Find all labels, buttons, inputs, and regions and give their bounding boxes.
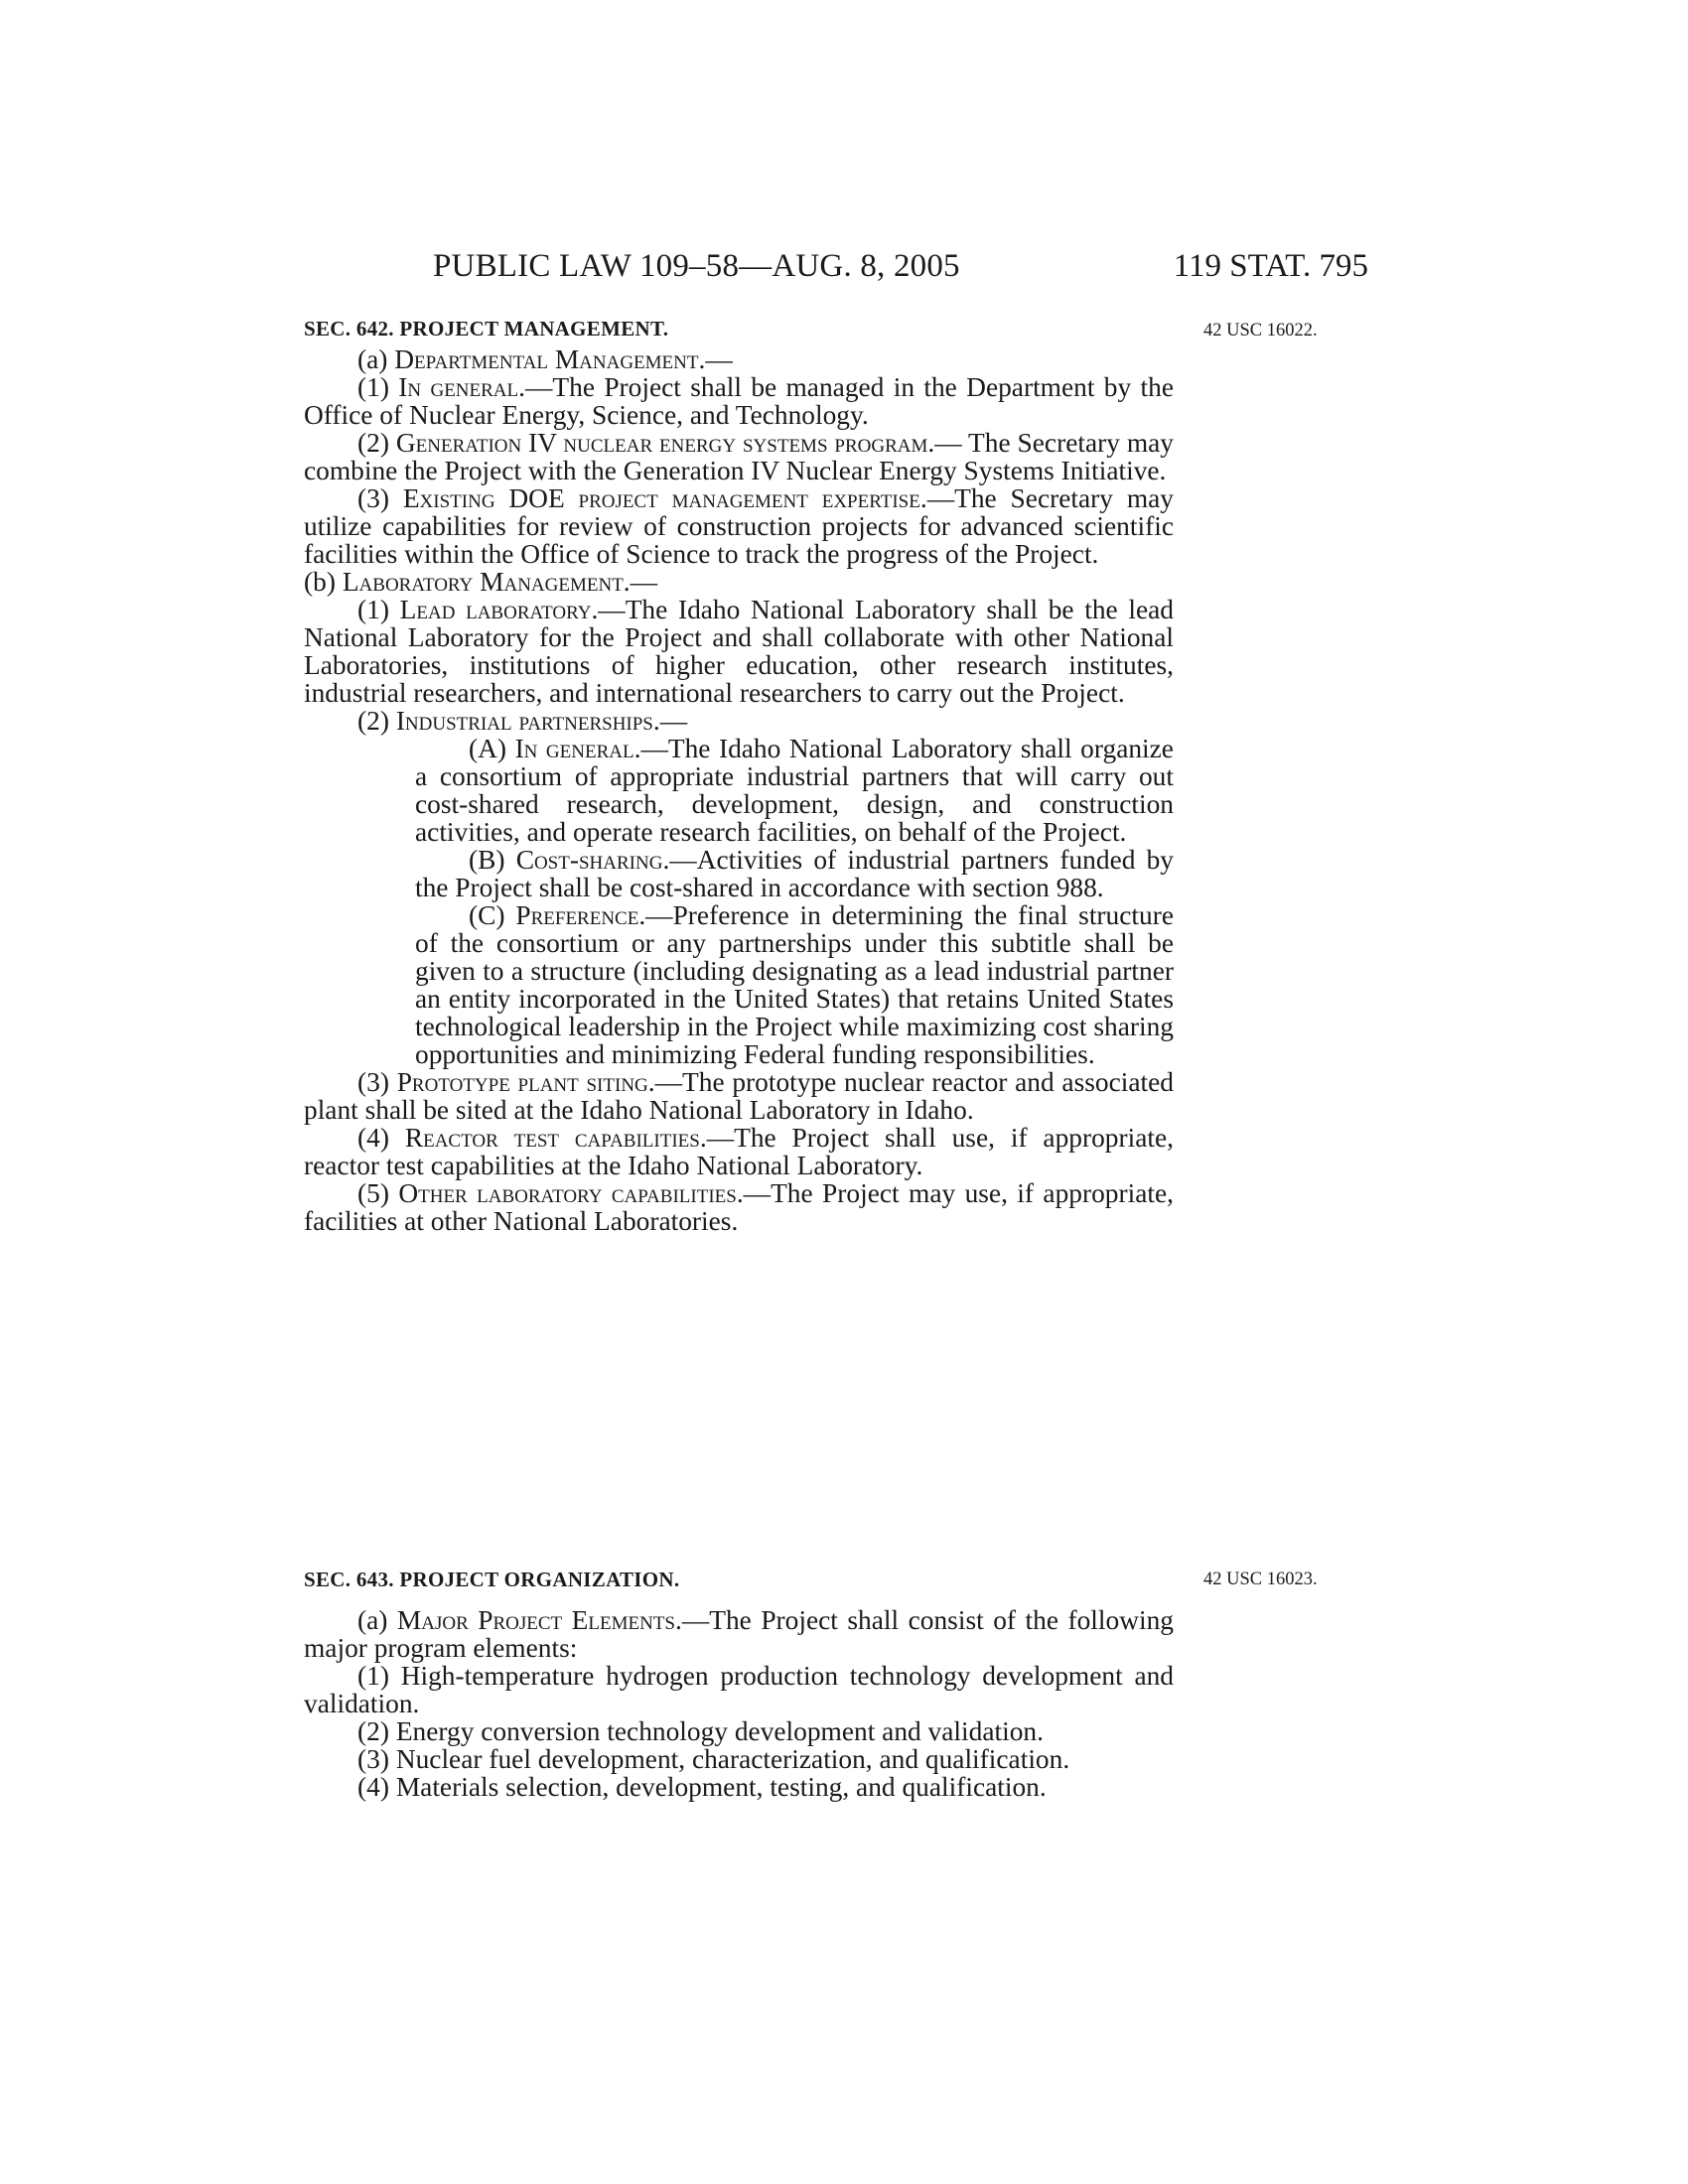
para-text: The Idaho National Laboratory shall be the lead National Laboratory for the Project and shall collaborate with other National Laboratories, institutions of higher education, other research institutes, industrial researchers, and international researchers to carry out the Project. (304, 595, 1175, 708)
list-item (304, 1717, 1174, 1745)
para-label: (3) (357, 483, 389, 513)
para-heading: Other laboratory capabilities (398, 1178, 737, 1208)
para-642-b2B (304, 846, 1174, 901)
margin-note-sec643: 42 USC 16023. (1203, 1570, 1318, 1589)
item-label: (1) (357, 1661, 389, 1691)
em-dash: .— (736, 1178, 772, 1208)
para-heading: Cost-sharing (515, 845, 663, 875)
em-dash: .— (698, 344, 733, 374)
para-label: (C) (469, 900, 505, 930)
para-642-a1 (304, 373, 1174, 429)
para-text: The Idaho National Laboratory shall organize a consortium of appropriate industrial partners that will carry out cost-shared research, development, design, and construction activities, and operate research facilities, on behalf of the Project. (415, 734, 1174, 847)
item-text: Energy conversion technology development and validation. (395, 1716, 1044, 1746)
para-text: The Project shall consist of the following major program elements: (304, 1605, 1174, 1663)
para-heading: Industrial partnerships (395, 706, 653, 736)
para-text: The Project shall be managed in the Department by the Office of Nuclear Energy, Science, and Technology. (304, 372, 1174, 430)
para-label: (5) (357, 1178, 389, 1208)
em-dash: .— (633, 734, 668, 763)
para-heading: Existing DOE project management expertise (402, 483, 920, 513)
para-text: The prototype nuclear reactor and associated plant shall be sited at the Idaho National Laboratory in Idaho. (304, 1067, 1174, 1125)
para-heading: In general (514, 734, 634, 763)
para-642-b2C (304, 901, 1174, 1068)
para-text: The Project may use, if appropriate, facilities at other National Laboratories. (304, 1178, 1174, 1236)
em-dash: .— (662, 845, 697, 875)
para-642-a (304, 345, 1174, 373)
section-642 (304, 314, 1174, 1235)
running-header (433, 248, 1368, 294)
margin-note-sec642: 42 USC 16022. (1203, 321, 1318, 341)
item-text: High-temperature hydrogen production technology development and validation. (304, 1661, 1174, 1718)
para-642-b2 (304, 707, 1174, 735)
para-642-b (304, 568, 1174, 596)
item-text: Materials selection, development, testing, and qualification. (395, 1772, 1047, 1802)
em-dash: .— (647, 1067, 683, 1097)
em-dash: .— (652, 706, 688, 736)
header-title: PUBLIC LAW 109–58—AUG. 8, 2005 (433, 248, 960, 284)
para-heading: Departmental Management (394, 344, 699, 374)
item-label: (2) (357, 1716, 389, 1746)
para-text: The Secretary may utilize capabilities for review of construction projects for advanced scientific facilities within the Office of Science to track the progress of the Project. (304, 483, 1174, 569)
para-heading: Lead laboratory (399, 595, 592, 624)
em-dash: .— (919, 483, 955, 513)
em-dash: .— (927, 428, 962, 458)
em-dash: .— (518, 372, 553, 402)
para-label: (4) (357, 1123, 389, 1153)
para-label: (1) (357, 595, 389, 624)
para-heading: Major Project Elements (396, 1605, 675, 1635)
para-643-a (304, 1606, 1174, 1662)
para-heading: Preference (515, 900, 639, 930)
para-text: Preference in determining the final structure of the consortium or any partnerships under this subtitle shall be given to a structure (including designating as a lead industrial partner an entity incorporated in the United States) that retains United States technological leadership in the Project while maximizing cost sharing opportunities and minimizing Federal funding responsibilities. (415, 900, 1174, 1069)
para-heading: In general (398, 372, 519, 402)
item-text: Nuclear fuel development, characterization, and qualification. (395, 1744, 1070, 1774)
para-heading: Prototype plant siting (396, 1067, 648, 1097)
para-642-b4 (304, 1124, 1174, 1179)
item-label: (4) (357, 1772, 389, 1802)
em-dash: .— (675, 1605, 710, 1635)
header-page-number: 119 STAT. 795 (1173, 248, 1368, 284)
para-text: The Secretary may combine the Project with the Generation IV Nuclear Energy Systems Initiative. (304, 428, 1174, 485)
para-label: (2) (357, 706, 389, 736)
em-dash: .— (591, 595, 626, 624)
section-heading-642: SEC. 642. PROJECT MANAGEMENT. (304, 317, 669, 341)
para-642-b5 (304, 1179, 1174, 1235)
para-text: The Project shall use, if appropriate, reactor test capabilities at the Idaho National Laboratory. (304, 1123, 1174, 1180)
para-heading: Generation IV nuclear energy systems program (395, 428, 928, 458)
para-heading: Laboratory Management (342, 567, 624, 597)
section-643 (304, 1565, 1174, 1801)
para-text: Activities of industrial partners funded by the Project shall be cost-shared in accordance with section 988. (415, 845, 1174, 902)
para-label: (B) (469, 845, 505, 875)
para-642-b2A (304, 735, 1174, 846)
para-label: (a) (357, 344, 388, 374)
para-642-b3 (304, 1068, 1174, 1124)
em-dash: .— (699, 1123, 735, 1153)
para-label: (3) (357, 1067, 389, 1097)
para-label: (a) (357, 1605, 388, 1635)
para-642-a3 (304, 484, 1174, 568)
para-label: (b) (304, 567, 336, 597)
para-label: (2) (357, 428, 389, 458)
list-item (304, 1773, 1174, 1801)
list-item (304, 1745, 1174, 1773)
para-642-a2 (304, 429, 1174, 484)
para-label: (1) (357, 372, 389, 402)
para-heading: Reactor test capabilities (404, 1123, 700, 1153)
em-dash: .— (623, 567, 658, 597)
para-642-b1 (304, 596, 1174, 707)
section-heading-643: SEC. 643. PROJECT ORGANIZATION. (304, 1568, 680, 1591)
list-item (304, 1662, 1174, 1717)
item-label: (3) (357, 1744, 389, 1774)
em-dash: .— (638, 900, 673, 930)
para-label: (A) (469, 734, 507, 763)
